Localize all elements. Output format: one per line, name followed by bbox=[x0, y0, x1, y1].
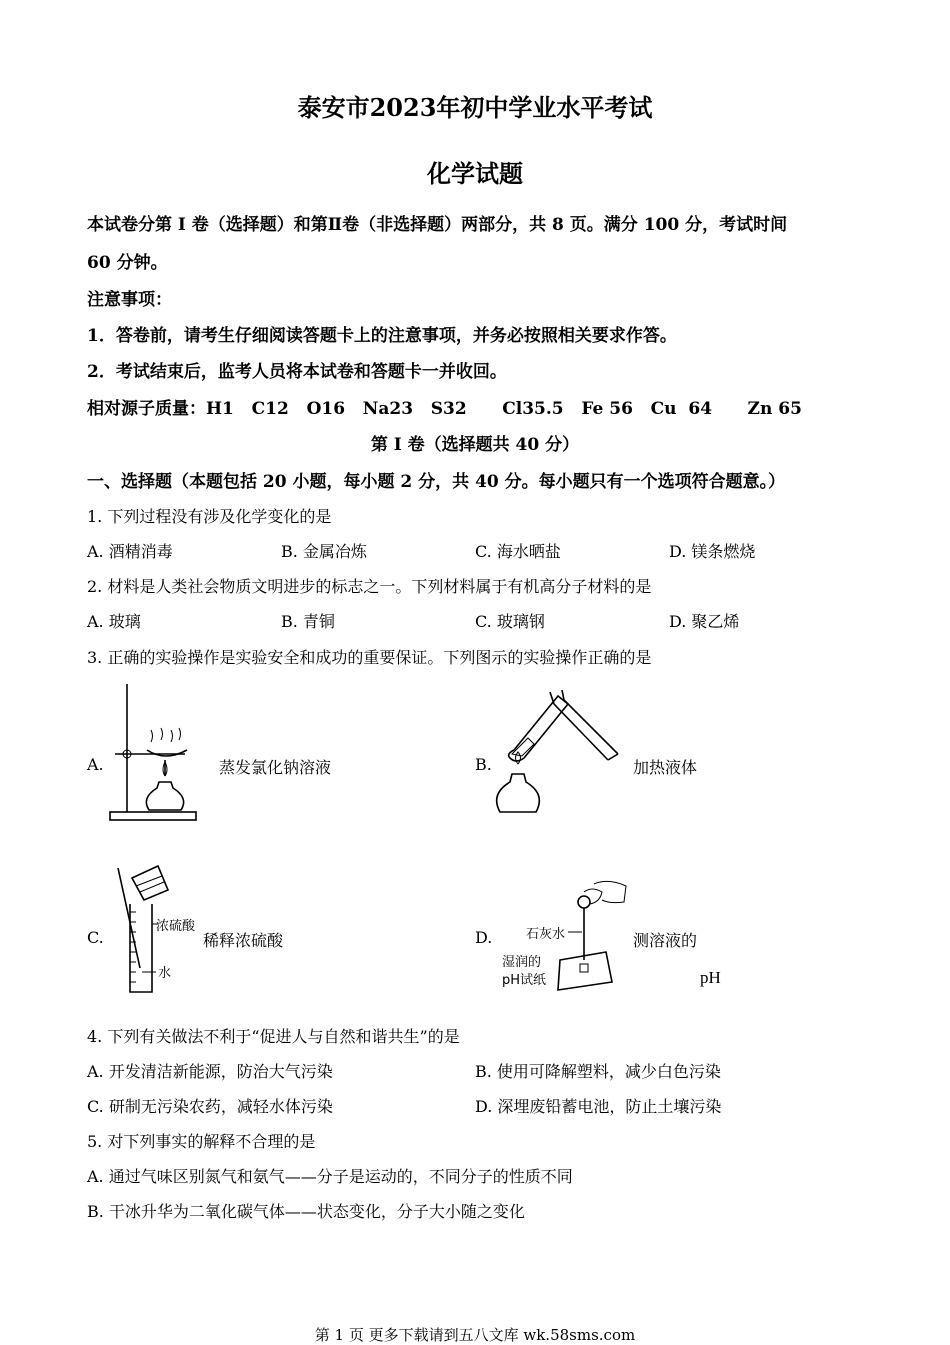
question-3-option-d: D. bbox=[475, 928, 493, 947]
evaporation-apparatus-figure bbox=[105, 682, 215, 824]
atomic-mass-line: 相对源子质量：H1 C12 O16 Na23 S32 Cl35.5 Fe 56 Cu 64 Zn 65 bbox=[87, 399, 802, 419]
notice-item-1: 1．答卷前，请考生仔细阅读答题卡上的注意事项，并务必按照相关要求作答。 bbox=[87, 326, 677, 346]
question-3-caption-b: 加热液体 bbox=[633, 758, 698, 777]
question-3-option-c: C. bbox=[87, 928, 104, 947]
question-5-option-a: A. 通过气味区别氮气和氨气——分子是运动的，不同分子的性质不同 bbox=[87, 1167, 573, 1186]
question-4-option-c: C. 研制无污染农药，减轻水体污染 bbox=[87, 1097, 333, 1116]
question-1-option-b: B. 金属冶炼 bbox=[281, 542, 367, 561]
question-4-option-d: D. 深埋废铅蓄电池，防止土壤污染 bbox=[475, 1097, 722, 1116]
question-3-stem: 3. 正确的实验操作是实验安全和成功的重要保证。下列图示的实验操作正确的是 bbox=[87, 648, 652, 667]
page-footer: 第 1 页 更多下载请到五八文库 wk.58sms.com bbox=[314, 1326, 636, 1344]
diluting-acid-figure bbox=[112, 864, 202, 996]
question-3-caption-a: 蒸发氯化钠溶液 bbox=[219, 758, 332, 777]
question-2-option-d: D. 聚乙烯 bbox=[669, 612, 740, 631]
question-1-option-d: D. 镁条燃烧 bbox=[669, 542, 756, 561]
question-5-option-b: B. 干冰升华为二氧化碳气体——状态变化，分子大小随之变化 bbox=[87, 1202, 525, 1221]
intro-line-2: 60 分钟。 bbox=[87, 253, 168, 273]
exam-title: 泰安市2023年初中学业水平考试 bbox=[297, 93, 653, 122]
question-3-caption-d-ph: pH bbox=[700, 968, 721, 987]
diagram-label-acid: 浓硫酸 bbox=[156, 919, 196, 934]
question-3-caption-d: 测溶液的 bbox=[633, 931, 698, 950]
ph-test-figure bbox=[498, 880, 630, 992]
question-2-option-b: B. 青铜 bbox=[281, 612, 335, 631]
heating-liquid-figure bbox=[494, 690, 626, 822]
intro-line-1: 本试卷分第 I 卷（选择题）和第Ⅱ卷（非选择题）两部分，共 8 页。满分 100 分，考试时间 bbox=[87, 215, 788, 235]
diagram-label-moist: 湿润的 bbox=[502, 955, 542, 970]
question-1-option-c: C. 海水晒盐 bbox=[475, 542, 561, 561]
question-1-stem: 1. 下列过程没有涉及化学变化的是 bbox=[87, 507, 332, 526]
question-5-stem: 5. 对下列事实的解释不合理的是 bbox=[87, 1132, 316, 1151]
question-3-option-a: A. bbox=[87, 755, 104, 774]
question-2-stem: 2. 材料是人类社会物质文明进步的标志之一。下列材料属于有机高分子材料的是 bbox=[87, 577, 652, 596]
question-2-option-a: A. 玻璃 bbox=[87, 612, 141, 631]
diagram-label-water: 水 bbox=[158, 966, 172, 981]
diagram-label-limewater: 石灰水 bbox=[526, 927, 566, 942]
diagram-label-ph-paper: pH试纸 bbox=[502, 973, 547, 988]
section1-heading: 一、选择题（本题包括 20 小题，每小题 2 分，共 40 分。每小题只有一个选项符合题意。） bbox=[87, 472, 786, 492]
question-4-option-b: B. 使用可降解塑料，减少白色污染 bbox=[475, 1062, 721, 1081]
question-2-option-c: C. 玻璃钢 bbox=[475, 612, 545, 631]
notice-heading: 注意事项： bbox=[87, 290, 172, 310]
question-4-option-a: A. 开发清洁新能源，防治大气污染 bbox=[87, 1062, 333, 1081]
question-3-caption-c: 稀释浓硫酸 bbox=[203, 931, 284, 950]
part1-heading: 第 I 卷（选择题共 40 分） bbox=[370, 435, 580, 455]
question-3-option-b: B. bbox=[475, 755, 492, 774]
question-4-stem: 4. 下列有关做法不利于“促进人与自然和谐共生”的是 bbox=[87, 1027, 460, 1046]
question-1-option-a: A. 酒精消毒 bbox=[87, 542, 173, 561]
notice-item-2: 2．考试结束后，监考人员将本试卷和答题卡一并收回。 bbox=[87, 362, 507, 382]
exam-subtitle: 化学试题 bbox=[427, 159, 523, 188]
